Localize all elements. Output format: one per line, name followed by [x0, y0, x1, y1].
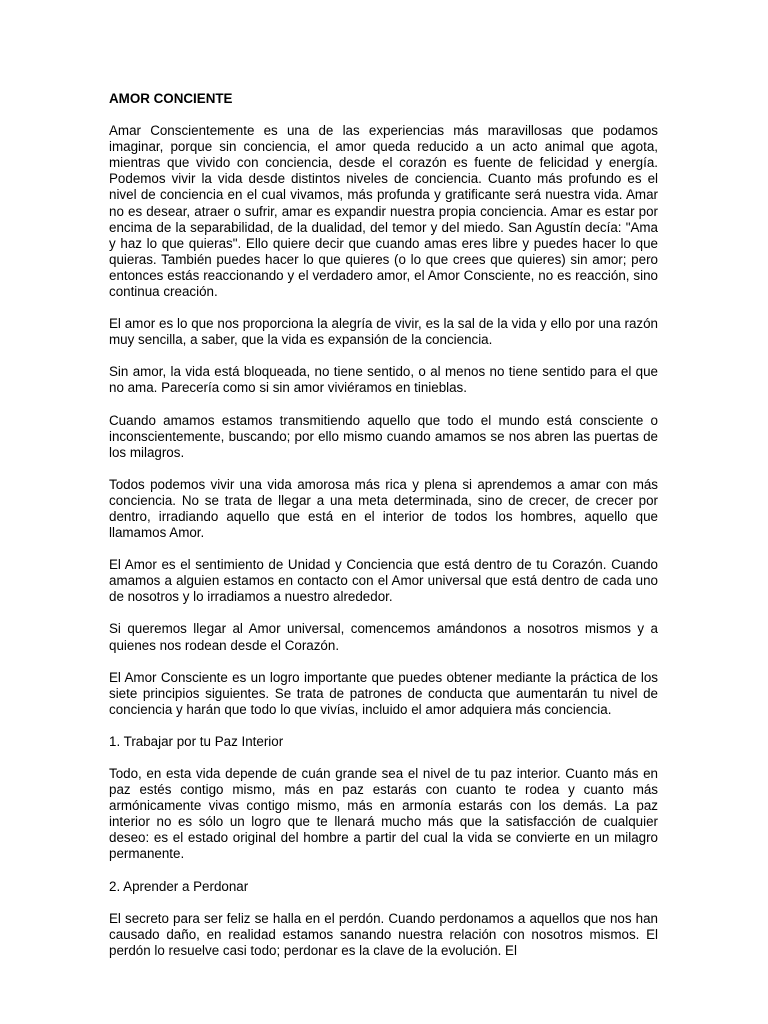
- paragraph: El secreto para ser feliz se halla en el perdón. Cuando perdonamos a aquellos que nos han causado daño, en realidad estamos sanando nuestra relación con nosotros mismos. El perdón lo resuelve casi todo; perdonar es la clave de la evolución. El: [109, 910, 658, 958]
- paragraph: El amor es lo que nos proporciona la alegría de vivir, es la sal de la vida y ello por una razón muy sencilla, a saber, que la vida es expansión de la conciencia.: [109, 316, 658, 348]
- paragraph: Todos podemos vivir una vida amorosa más rica y plena si aprendemos a amar con más conciencia. No se trata de llegar a una meta determinada, sino de crecer, de crecer por dentro, irradiando aquello que está en el interior de todos los hombres, aquello que llamamos Amor.: [109, 476, 658, 541]
- section-heading-paz-interior: 1. Trabajar por tu Paz Interior: [109, 733, 284, 749]
- paragraph: Cuando amamos estamos transmitiendo aquello que todo el mundo está consciente o inconscientemente, buscando; por ello mismo cuando amamos se nos abren las puertas de los milagros.: [109, 412, 658, 460]
- paragraph: Sin amor, la vida está bloqueada, no tiene sentido, o al menos no tiene sentido para el que no ama. Parecería como si sin amor viviéramos en tinieblas.: [109, 364, 658, 396]
- paragraph: El Amor es el sentimiento de Unidad y Conciencia que está dentro de tu Corazón. Cuando amamos a alguien estamos en contacto con el Amor universal que está dentro de cada uno de nosotros y lo irradiamos a nuestro alrededor.: [109, 557, 658, 605]
- paragraph: Si queremos llegar al Amor universal, comencemos amándonos a nosotros mismos y a quienes nos rodean desde el Corazón.: [109, 621, 658, 653]
- paragraph: El Amor Consciente es un logro importante que puedes obtener mediante la práctica de los siete principios siguientes. Se trata de patrones de conducta que aumentarán tu nivel de conciencia y harán que todo lo que vivías, incluido el amor adquiera más conciencia.: [109, 669, 658, 717]
- document-page: [109, 91, 658, 975]
- document-title: AMOR CONCIENTE: [109, 91, 233, 106]
- paragraph-intro: Amar Conscientemente es una de las experiencias más maravillosas que podamos imaginar, porque sin conciencia, el amor queda reducido a un acto animal que agota, mientras que vivido con conciencia, desde el corazón es fuente de felicidad y energía. Podemos vivir la vida desde distintos niveles de conciencia. Cuanto más profundo es el nivel de conciencia en el cual vivamos, más profunda y gratificante será nuestra vida. Amar no es desear, atraer o sufrir, amar es expandir nuestra propia conciencia. Amar es estar por encima de la separabilidad, de la dualidad, del temor y del miedo. San Agustín decía: "Ama y haz lo que quieras". Ello quiere decir que cuando amas eres libre y puedes hacer lo que quieras. También puedes hacer lo que quieres (o lo que crees que quieres) sin amor; pero entonces estás reaccionando y el verdadero amor, el Amor Consciente, no es reacción, sino continua creación.: [109, 123, 658, 300]
- paragraph: Todo, en esta vida depende de cuán grande sea el nivel de tu paz interior. Cuanto más en paz estés contigo mismo, más en paz estarás con cuanto te rodea y cuanto más armónicamente vivas contigo mismo, más en armonía estarás con los demás. La paz interior no es sólo un logro que te llenará mucho más que la satisfacción de cualquier deseo: es el estado original del hombre a partir del cual la vida se convierte en un milagro permanente.: [109, 766, 658, 862]
- section-heading-perdonar: 2. Aprender a Perdonar: [109, 878, 249, 894]
